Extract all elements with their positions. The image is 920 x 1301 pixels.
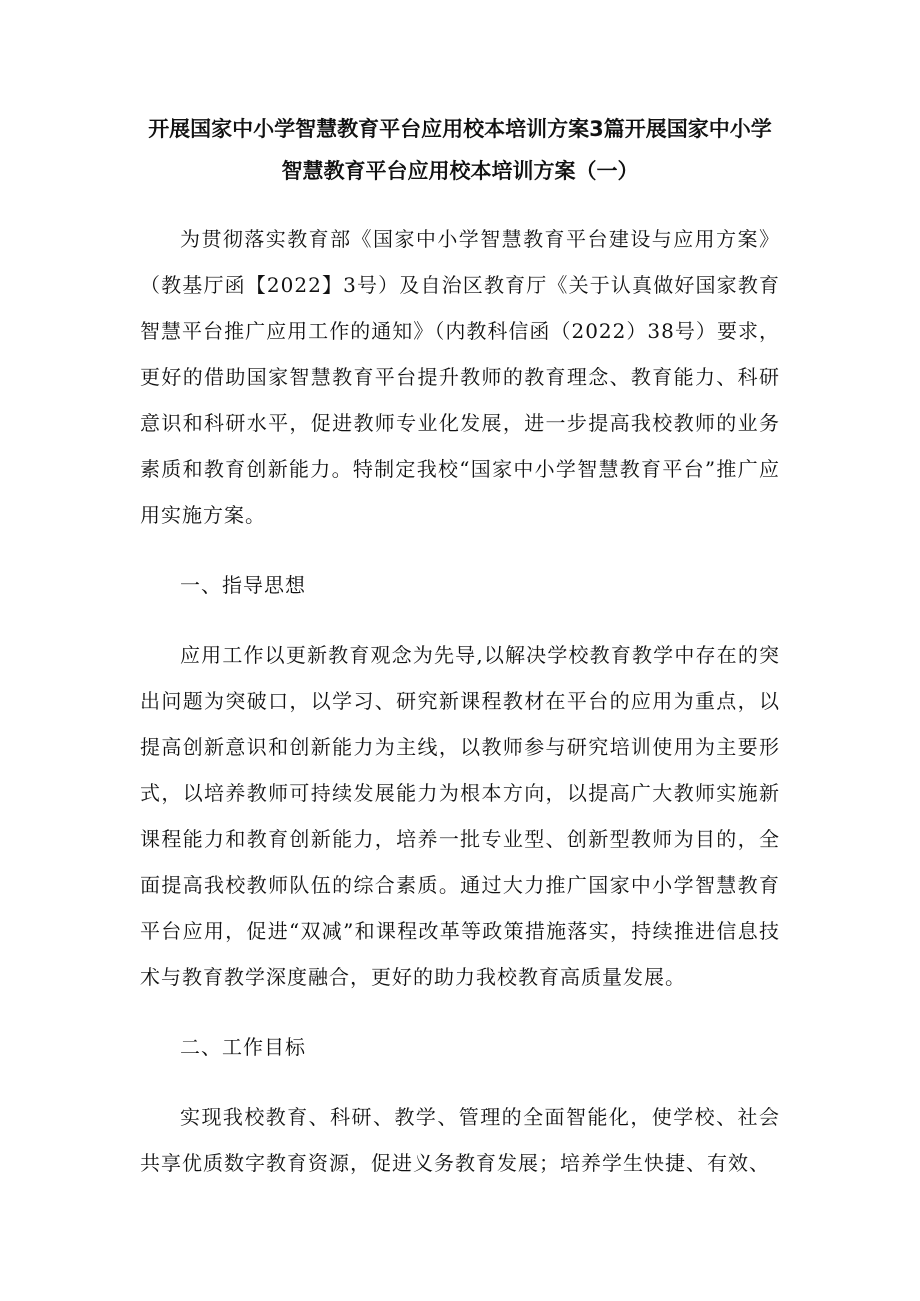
section-heading-work-goals: 二、工作目标	[180, 1035, 306, 1059]
title-line-2: 智慧教育平台应用校本培训方案（一）	[281, 159, 639, 183]
guiding-ideology-paragraph: 应用工作以更新教育观念为先导,以解决学校教育教学中存在的突出问题为突破口，以学习、研究新课程教材在平台的应用为重点，以提高创新意识和创新能力为主线，以教师参与研究培训使用为主要形式，以培养教师可持续发展能力为根本方向，以提高广大教师实施新课程能力和教育创新能力，培养一批专业型、创新型教师为目的，全面提高我校教师队伍的综合素质。通过大力推广国家中小学智慧教育平台应用，促进“双减”和课程改革等政策措施落实，持续推进信息技术与教育教学深度融合，更好的助力我校教育高质量发展。	[140, 643, 780, 989]
intro-paragraph: 为贯彻落实教育部《国家中小学智慧教育平台建设与应用方案》（教基厅函【2022】3号）及自治区教育厅《关于认真做好国家教育智慧平台推广应用工作的通知》（内教科信函（2022）38号）要求，更好的借助国家智慧教育平台提升教师的教育理念、教育能力、科研意识和科研水平，促进教师专业化发展，进一步提高我校教师的业务素质和教育创新能力。特制定我校“国家中小学智慧教育平台”推广应用实施方案。	[140, 227, 780, 527]
section-heading-guiding-ideology: 一、指导思想	[180, 573, 306, 597]
title-line-1: 开展国家中小学智慧教育平台应用校本培训方案3篇开展国家中小学	[148, 117, 772, 141]
work-goals-paragraph: 实现我校教育、科研、教学、管理的全面智能化，使学校、社会共享优质数字教育资源，促进义务教育发展；培养学生快捷、有效、	[140, 1105, 780, 1175]
document-title	[130, 108, 790, 192]
document-body	[140, 216, 780, 1210]
